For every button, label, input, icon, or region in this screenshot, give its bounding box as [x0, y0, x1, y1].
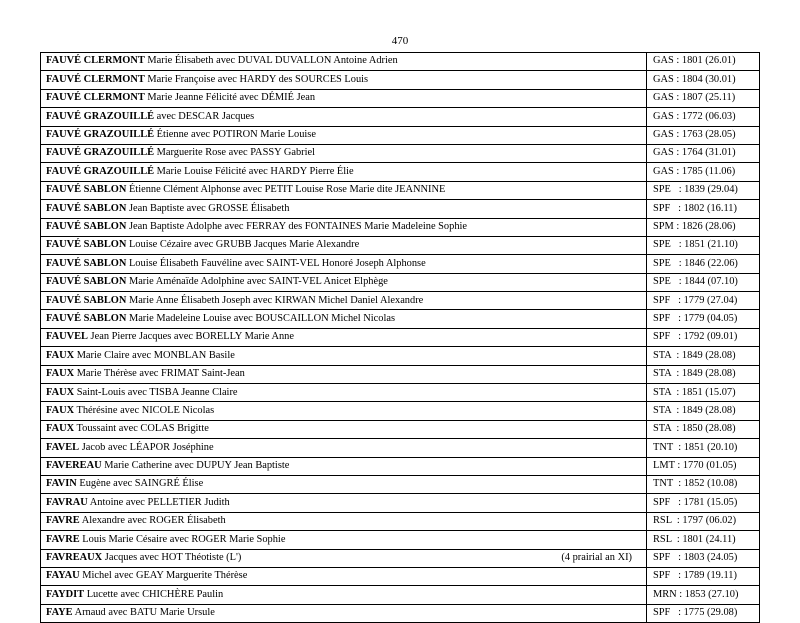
entry-cell	[41, 236, 647, 254]
entry-reference: RSL : 1801 (24.11)	[647, 531, 760, 549]
entry-reference: TNT : 1851 (20.10)	[647, 439, 760, 457]
entry-cell	[41, 310, 647, 328]
entry-reference: SPF : 1789 (19.11)	[647, 567, 760, 585]
entry-spouses: Étienne avec POTIRON Marie Louise	[154, 129, 316, 141]
table-row	[41, 604, 760, 622]
entry-surname: FAUVÉ SABLON	[46, 312, 127, 324]
table-row	[41, 218, 760, 236]
entry-reference: GAS : 1785 (11.06)	[647, 163, 760, 181]
entry-spouses: Eugène avec SAINGRÉ Élise	[76, 478, 204, 490]
table-row	[41, 126, 760, 144]
entry-surname: FAUVÉ SABLON	[46, 184, 127, 196]
entry-reference: STA : 1849 (28.08)	[647, 402, 760, 420]
entry-surname: FAUX	[46, 386, 75, 398]
entry-surname: FAUVÉ SABLON	[46, 294, 127, 306]
entry-spouses: Alexandre avec ROGER Élisabeth	[79, 515, 226, 527]
entry-surname: FAUVÉ GRAZOUILLÉ	[46, 147, 155, 159]
entry-cell	[41, 420, 647, 438]
table-row	[41, 144, 760, 162]
entry-spouses: Louis Marie Césaire avec ROGER Marie Sophie	[79, 533, 286, 545]
table-row	[41, 200, 760, 218]
entry-spouses: Lucette avec CHICHÈRE Paulin	[84, 588, 224, 600]
entry-cell	[41, 494, 647, 512]
entry-surname: FAUVÉ GRAZOUILLÉ	[46, 129, 155, 141]
entry-reference: SPE : 1846 (22.06)	[647, 255, 760, 273]
entry-spouses: avec DESCAR Jacques	[154, 110, 255, 122]
marriage-registry-table	[40, 52, 760, 623]
entry-spouses: Marie Louise Félicité avec HARDY Pierre Élie	[154, 165, 354, 177]
table-row	[41, 586, 760, 604]
entry-cell	[41, 200, 647, 218]
entry-reference: GAS : 1804 (30.01)	[647, 71, 760, 89]
entry-surname: FAUX	[46, 404, 75, 416]
entry-surname: FAVRAU	[46, 496, 88, 508]
entry-cell	[41, 475, 647, 493]
table-row	[41, 328, 760, 346]
entry-surname: FAVEREAU	[46, 460, 102, 472]
entry-spouses: Jean Baptiste avec GROSSE Élisabeth	[126, 202, 290, 214]
entry-cell	[41, 144, 647, 162]
entry-spouses: Antoine avec PELLETIER Judith	[87, 496, 230, 508]
entry-spouses: Marie Élisabeth avec DUVAL DUVALLON Antoine Adrien	[144, 55, 398, 67]
entry-reference: MRN : 1853 (27.10)	[647, 586, 760, 604]
entry-cell	[41, 567, 647, 585]
entry-surname: FAVREAUX	[46, 552, 103, 564]
entry-spouses: Marie Françoise avec HARDY des SOURCES Louis	[144, 73, 369, 85]
entry-cell	[41, 126, 647, 144]
entry-surname: FAYDIT	[46, 588, 85, 600]
entry-reference: SPM : 1826 (28.06)	[647, 218, 760, 236]
entry-cell	[41, 512, 647, 530]
entry-surname: FAUVÉ CLERMONT	[46, 92, 145, 104]
entry-surname: FAUVÉ GRAZOUILLÉ	[46, 110, 155, 122]
table-row	[41, 384, 760, 402]
table-row	[41, 475, 760, 493]
entry-reference: STA : 1849 (28.08)	[647, 347, 760, 365]
entry-spouses: Marie Catherine avec DUPUY Jean Baptiste	[101, 460, 290, 472]
table-row	[41, 71, 760, 89]
entry-spouses: Jean Baptiste Adolphe avec FERRAY des FONTAINES Marie Madeleine Sophie	[126, 221, 468, 232]
entry-reference: GAS : 1764 (31.01)	[647, 144, 760, 162]
entry-cell	[41, 439, 647, 457]
entry-surname: FAYAU	[46, 570, 80, 582]
entry-cell	[41, 292, 647, 310]
entry-spouses: Marie Claire avec MONBLAN Basile	[74, 349, 235, 361]
entry-spouses: Marie Anne Élisabeth Joseph avec KIRWAN Michel Daniel Alexandre	[126, 294, 424, 306]
entry-cell	[41, 255, 647, 273]
entry-cell	[41, 402, 647, 420]
entry-spouses: Marie Thérèse avec FRIMAT Saint-Jean	[74, 368, 245, 380]
entry-spouses: Louise Cézaire avec GRUBB Jacques Marie Alexandre	[126, 239, 360, 251]
entry-spouses: Louise Élisabeth Fauvéline avec SAINT-VEL Honoré Joseph Alphonse	[126, 257, 426, 269]
entry-spouses: Marguerite Rose avec PASSY Gabriel	[154, 147, 315, 159]
entry-surname: FAUX	[46, 423, 75, 435]
entry-surname: FAVRE	[46, 533, 80, 545]
entry-spouses: Jacques avec HOT Théotiste (L')	[102, 552, 242, 564]
entry-surname: FAUVÉ CLERMONT	[46, 73, 145, 85]
entry-surname: FAUX	[46, 349, 75, 361]
entry-spouses: Saint-Louis avec TISBA Jeanne Claire	[74, 386, 238, 398]
entry-surname: FAUVÉ SABLON	[46, 221, 127, 232]
entry-spouses: Étienne Clément Alphonse avec PETIT Louise Rose Marie dite JEANNINE	[126, 184, 446, 196]
table-row	[41, 494, 760, 512]
entry-surname: FAUVÉ SABLON	[46, 239, 127, 251]
entry-cell	[41, 89, 647, 107]
entry-cell	[41, 531, 647, 549]
entry-note: (4 prairial an XI)	[561, 552, 632, 564]
entry-spouses: Marie Jeanne Félicité avec DÉMIÉ Jean	[144, 92, 316, 104]
entry-cell	[41, 365, 647, 383]
entry-spouses: Jean Pierre Jacques avec BORELLY Marie Anne	[87, 331, 294, 343]
entry-surname: FAUVÉ SABLON	[46, 202, 127, 214]
table-row	[41, 108, 760, 126]
entry-cell	[41, 273, 647, 291]
entry-reference: SPE : 1839 (29.04)	[647, 181, 760, 199]
entry-reference: SPF : 1802 (16.11)	[647, 200, 760, 218]
entry-reference: SPF : 1792 (09.01)	[647, 328, 760, 346]
entry-reference: SPE : 1851 (21.10)	[647, 236, 760, 254]
entry-reference: RSL : 1797 (06.02)	[647, 512, 760, 530]
entry-reference: GAS : 1807 (25.11)	[647, 89, 760, 107]
table-row	[41, 347, 760, 365]
entry-surname: FAVRE	[46, 515, 80, 527]
entry-cell	[41, 604, 647, 622]
entry-reference: SPF : 1781 (15.05)	[647, 494, 760, 512]
table-row	[41, 53, 760, 71]
entry-surname: FAUVÉ GRAZOUILLÉ	[46, 165, 155, 177]
entry-reference: STA : 1851 (15.07)	[647, 384, 760, 402]
entry-surname: FAUVÉ CLERMONT	[46, 55, 145, 67]
page-number: 470	[391, 35, 409, 47]
table-row	[41, 420, 760, 438]
entry-reference: LMT : 1770 (01.05)	[647, 457, 760, 475]
entry-reference: STA : 1849 (28.08)	[647, 365, 760, 383]
entry-reference: GAS : 1763 (28.05)	[647, 126, 760, 144]
entry-reference: SPF : 1779 (04.05)	[647, 310, 760, 328]
table-row	[41, 457, 760, 475]
entry-reference: SPE : 1844 (07.10)	[647, 273, 760, 291]
table-row	[41, 292, 760, 310]
entry-spouses: Michel avec GEAY Marguerite Thérèse	[79, 570, 248, 582]
entry-cell	[41, 71, 647, 89]
entry-reference: GAS : 1772 (06.03)	[647, 108, 760, 126]
entry-reference: SPF : 1803 (24.05)	[647, 549, 760, 567]
entry-surname: FAVEL	[46, 441, 80, 453]
table-row	[41, 365, 760, 383]
entry-reference: STA : 1850 (28.08)	[647, 420, 760, 438]
entry-cell	[41, 108, 647, 126]
entry-reference: GAS : 1801 (26.01)	[647, 53, 760, 71]
entry-spouses: Arnaud avec BATU Marie Ursule	[72, 607, 215, 619]
table-row	[41, 255, 760, 273]
table-row	[41, 181, 760, 199]
entry-cell	[41, 347, 647, 365]
entry-reference: SPF : 1775 (29.08)	[647, 604, 760, 622]
table-row	[41, 402, 760, 420]
entry-surname: FAVIN	[46, 478, 77, 490]
entry-cell	[41, 586, 647, 604]
entry-cell	[41, 328, 647, 346]
table-row	[41, 236, 760, 254]
entry-spouses: Marie Madeleine Louise avec BOUSCAILLON Michel Nicolas	[126, 312, 395, 324]
entry-cell	[41, 163, 647, 181]
entry-surname: FAUVÉ SABLON	[46, 276, 127, 288]
entry-cell	[41, 457, 647, 475]
entry-cell	[41, 53, 647, 71]
table-row	[41, 439, 760, 457]
entry-spouses: Marie Aménaïde Adolphine avec SAINT-VEL Anicet Elphège	[126, 276, 388, 288]
table-row	[41, 512, 760, 530]
entry-surname: FAUVÉ SABLON	[46, 257, 127, 269]
table-row	[41, 89, 760, 107]
entry-cell	[41, 181, 647, 199]
table-row	[41, 273, 760, 291]
entry-spouses: Jacob avec LÉAPOR Joséphine	[79, 441, 214, 453]
table-row	[41, 531, 760, 549]
entry-reference: TNT : 1852 (10.08)	[647, 475, 760, 493]
table-row	[41, 567, 760, 585]
entry-surname: FAUVEL	[46, 331, 88, 343]
entry-cell	[41, 218, 647, 236]
entry-spouses: Thérésine avec NICOLE Nicolas	[74, 404, 215, 416]
entry-surname: FAYE	[46, 607, 73, 619]
entry-spouses: Toussaint avec COLAS Brigitte	[74, 423, 209, 435]
entry-cell	[41, 384, 647, 402]
entry-reference: SPF : 1779 (27.04)	[647, 292, 760, 310]
entry-surname: FAUX	[46, 368, 75, 380]
table-row	[41, 163, 760, 181]
table-row	[41, 310, 760, 328]
